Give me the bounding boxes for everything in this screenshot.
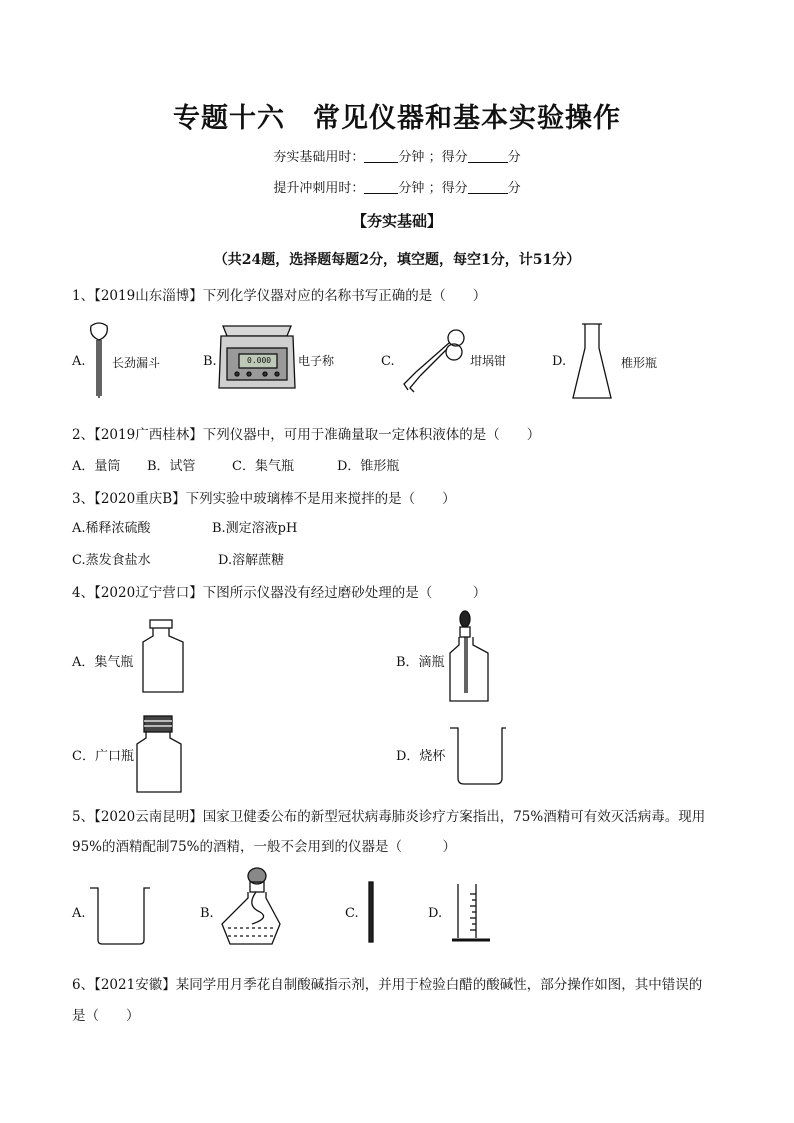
q5-option-b-letter[interactable]: B. xyxy=(200,906,214,921)
q1-option-c-name: 坩埚钳 xyxy=(470,354,507,368)
q5-option-d-letter[interactable]: D. xyxy=(428,906,443,921)
gas-jar-icon xyxy=(140,618,186,694)
question-2-stem: 2、【2019广西桂林】下列仪器中，可用于准确量取一定体积液体的是（ ） xyxy=(72,427,541,443)
q5-option-a-letter[interactable]: A. xyxy=(72,906,86,921)
timer-line-basic: 夯实基础用时： 分钟 ；得分 分 xyxy=(273,150,521,165)
alcohol-lamp-icon xyxy=(216,866,282,948)
q1-option-a-letter[interactable]: A. xyxy=(72,354,86,369)
q4-option-c[interactable]: C．广口瓶 xyxy=(72,749,134,764)
question-5-stem-line1: 5、【2020云南昆明】国家卫健委公布的新型冠状病毒肺炎诊疗方案指出，75%酒精可有效灭活病毒。现用 xyxy=(72,809,706,825)
question-1-stem: 1、【2019山东淄博】下列化学仪器对应的名称书写正确的是（ ） xyxy=(72,288,487,304)
section-heading: 【夯实基础】 xyxy=(351,212,442,230)
question-5-stem-line2: 95%的酒精配制75%的酒精，一般不会用到的仪器是（ ） xyxy=(72,839,457,855)
graduated-cylinder-icon xyxy=(450,882,496,946)
q1-option-d-name: 椎形瓶 xyxy=(621,356,658,370)
q1-option-b-name: 电子称 xyxy=(298,354,335,368)
q1-option-b-letter[interactable]: B. xyxy=(203,354,217,369)
conical-flask-icon xyxy=(570,320,614,402)
balance-display-readout: 0.000 xyxy=(247,356,272,365)
wide-mouth-bottle-icon xyxy=(134,714,184,794)
long-funnel-icon xyxy=(88,318,110,402)
q1-option-a-name: 长劲漏斗 xyxy=(112,356,161,370)
question-6-stem-line2: 是（ ） xyxy=(72,1008,140,1024)
q1-option-d-letter[interactable]: D. xyxy=(552,354,567,369)
q2-option-d[interactable]: D．锥形瓶 xyxy=(337,459,400,474)
dropping-bottle-icon xyxy=(446,609,492,705)
blank-score[interactable] xyxy=(468,180,508,194)
beaker-icon xyxy=(88,884,154,948)
beaker-icon xyxy=(448,726,510,788)
question-4-stem: 4、【2020辽宁营口】下图所示仪器没有经过磨砂处理的是（ ） xyxy=(72,585,487,601)
q3-option-c[interactable]: C.蒸发食盐水 xyxy=(72,553,151,568)
q3-option-b[interactable]: B.测定溶液pH xyxy=(212,521,298,536)
q2-option-b[interactable]: B．试管 xyxy=(147,459,196,474)
crucible-tongs-icon xyxy=(398,326,468,392)
blank-score[interactable] xyxy=(468,149,508,163)
q4-option-a[interactable]: A．集气瓶 xyxy=(72,655,134,670)
scoring-rules: （共24题，选择题每题2分，填空题，每空1分，计51分） xyxy=(213,252,581,268)
q5-option-c-letter[interactable]: C. xyxy=(345,906,359,921)
q2-option-a[interactable]: A．量筒 xyxy=(72,459,121,474)
q1-option-c-letter[interactable]: C. xyxy=(381,354,395,369)
q3-option-a[interactable]: A.稀释浓硫酸 xyxy=(72,521,151,536)
timer-line-advanced: 提升冲刺用时： 分钟 ；得分 分 xyxy=(273,181,521,196)
glass-rod-icon xyxy=(366,880,376,944)
blank-time[interactable] xyxy=(364,149,398,163)
blank-time[interactable] xyxy=(364,180,398,194)
question-3-stem: 3、【2020重庆B】下列实验中玻璃棒不是用来搅拌的是（ ） xyxy=(72,491,456,507)
q3-option-d[interactable]: D.溶解蔗糖 xyxy=(218,553,285,568)
page-title: 专题十六 常见仪器和基本实验操作 xyxy=(173,103,621,134)
q4-option-b[interactable]: B．滴瓶 xyxy=(396,655,445,670)
q4-option-d[interactable]: D．烧杯 xyxy=(396,749,446,764)
electronic-balance-icon xyxy=(217,314,297,392)
question-6-stem-line1: 6、【2021安徽】某同学用月季花自制酸碱指示剂，并用于检验白醋的酸碱性，部分操作如图，其中错误的 xyxy=(72,977,703,993)
q2-option-c[interactable]: C．集气瓶 xyxy=(232,459,294,474)
